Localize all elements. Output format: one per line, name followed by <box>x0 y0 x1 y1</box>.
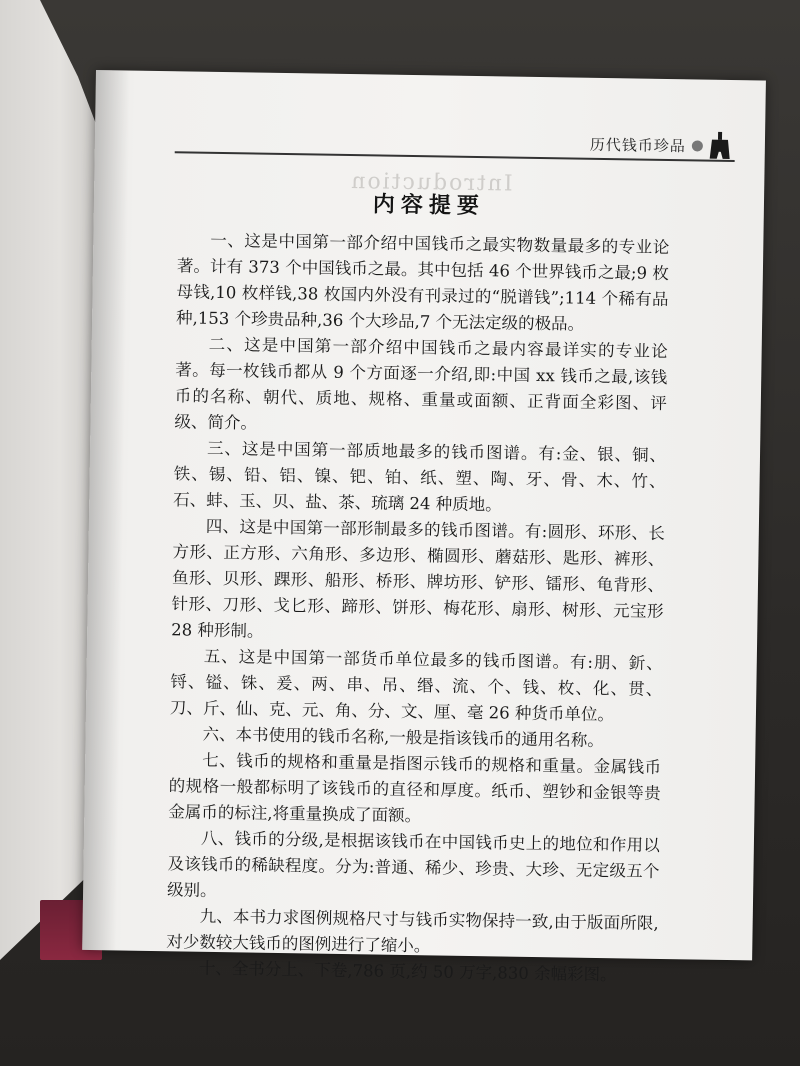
paragraph-7: 七、钱币的规格和重量是指图示钱币的规格和重量。金属钱币的规格一般都标明了该钱币的直径和厚度。纸币、塑钞和金银等贵金属币的标注,将重量换成了面额。 <box>168 750 662 826</box>
paragraph-2: 二、这是中国第一部介绍中国钱币之最内容最详实的专业论著。每一枚钱币都从 9 个方面逐一介绍,即:中国 xx 钱币之最,该钱币的名称、朝代、质地、规格、重量或面额、正背面全彩图、评级、简介。 <box>174 334 668 433</box>
running-header <box>590 130 731 160</box>
paragraph-1: 一、这是中国第一部介绍中国钱币之最实物数量最多的专业论著。计有 373 个中国钱币之最。其中包括 46 个世界钱币之最;9 枚母钱,10 枚样钱,38 枚国内外没有刊录过的“脱谱钱”;114 个稀有品种,153 个珍贵品种,36 个大珍品,7 个无法定级的极品。 <box>175 230 670 334</box>
show-through-text: Introduction <box>349 168 513 197</box>
paragraph-9: 九、本书力求图例规格尺寸与钱币实物保持一致,由于版面所限,对少数较大钱币的图例进行了缩小。 <box>166 906 659 956</box>
running-header-title: 历代钱币珍品 <box>589 135 687 155</box>
paragraph-3: 三、这是中国第一部质地最多的钱币图谱。有:金、银、铜、铁、锡、铅、铝、镍、钯、铂、纸、塑、陶、牙、骨、木、竹、石、蚌、玉、贝、盐、茶、琉璃 24 种质地。 <box>173 438 667 515</box>
paragraph-5: 五、这是中国第一部货币单位最多的钱币图谱。有:朋、釿、锊、镒、铢、爰、两、串、吊、缗、流、个、钱、枚、化、贯、刀、斤、仙、克、元、角、分、文、厘、毫 26 种货币单位。 <box>169 646 663 725</box>
paragraph-10: 十、全书分上、下卷,786 页,约 50 万字,830 余幅彩图。 <box>198 958 617 985</box>
seal-icon <box>692 140 703 151</box>
book-page <box>82 70 766 985</box>
paragraph-6: 六、本书使用的钱币名称,一般是指该钱币的通用名称。 <box>202 724 604 751</box>
body-text <box>166 227 670 989</box>
spade-coin-icon <box>709 132 731 160</box>
paragraph-4: 四、这是中国第一部形制最多的钱币图谱。有:圆形、环形、长方形、正方形、六角形、多边形、椭圆形、蘑菇形、匙形、裤形、鱼形、贝形、踝形、船形、桥形、牌坊形、铲形、镭形、龟背形、针形、刀形、戈匕形、蹄形、饼形、梅花形、扇形、树形、元宝形 28 种形制。 <box>171 516 665 641</box>
section-title: 内容提要 <box>372 191 486 220</box>
paragraph-8: 八、钱币的分级,是根据该钱币在中国钱币史上的地位和作用以及该钱币的稀缺程度。分为:普通、稀少、珍贵、大珍、无定级五个级别。 <box>166 828 661 900</box>
